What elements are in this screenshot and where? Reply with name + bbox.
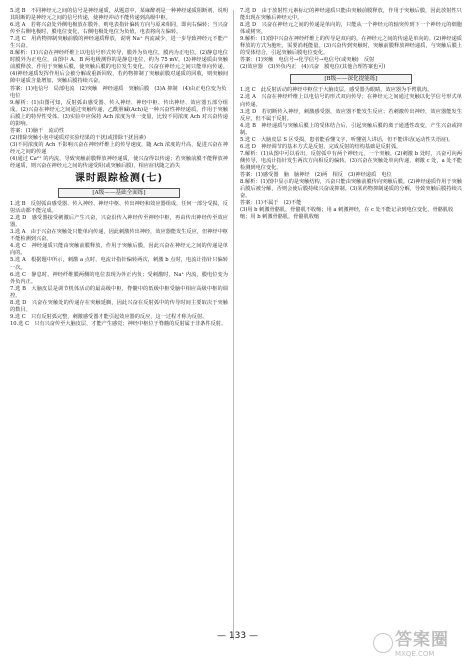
section-title: 课时跟踪检测(七) <box>74 173 164 185</box>
left-paragraph: 8.选 D 兴奋在突触处的传递存在突触延搁，因此兴奋在反射弧中的传导时间主要取决于突触的数目。 <box>10 299 228 313</box>
left-paragraph: 5.选 A 根据题中所示，刺激 a 点时，电流计指针偏转两次，刺激 b 点时，电流计指针只偏转一次。 <box>10 257 228 271</box>
column-divider <box>233 10 234 640</box>
left-paragraph: 9.选 C 只有反射弧完整，刺激感受器才能引起效应器的反应，这一过程才称为反射。 <box>10 313 208 320</box>
left-column <box>10 8 228 328</box>
left-paragraph: 7.选 C 用药物抑制突触前膜的神经递质释放，说明 Na⁺ 内流减少，进一步导致神经元不能产生兴奋。 <box>10 36 228 50</box>
left-paragraph: 6.选 C 静息时，神经纤维膜两侧的电位表现为外正内负；受刺激时，Na⁺ 内流，膜电位变为外负内正。 <box>10 271 228 285</box>
left-paragraph: 4.选 C 神经递质只能由突触前膜释放，作用于突触后膜，因此兴奋在神经元之间的传递是单向的。 <box>10 243 228 257</box>
left-paragraph: 2.选 D 感受器接受刺激后产生兴奋，兴奋沿传入神经传至神经中枢，再由传出神经传至效应器。 <box>10 215 228 229</box>
level-b-heading: [B级——深化提能练] <box>290 74 412 84</box>
right-paragraph: 9.解析：(1)图中兴奋在神经纤维上的传导是双向的，在神经元之间的传递是单向的。(2)神经递质释放的方式为胞吐，需要消耗能量。(3)兴奋传到突触时，突触前膜释放神经递质，与突触后膜上的受体结合，引起突触后膜电位变化。 <box>240 36 462 57</box>
left-paragraph: (3)不同浓度的 Ach 不影响兴奋在神经纤维上的传导速度，随 Ach 浓度的升高，促进兴奋在神经元之间的传递 <box>10 141 228 155</box>
right-answer: 答案：(1)不属于 (2)不能 <box>240 200 302 207</box>
right-paragraph: 3.选 D 若切断传入神经，刺激感受器，效应器不能发生反应；若刺激传出神经，效应器能发生反应，但不属于反射。 <box>240 108 462 122</box>
right-paragraph: 8.选 D 兴奋在神经元之间的传递是单向的，只能从一个神经元的轴突传到下一个神经元的细胞体或树突。 <box>240 22 462 36</box>
right-paragraph: 5.选 C 大脑皮层 S 区受损，患者能看懂文字，听懂别人讲话，但不能讲话(运动性失语症)。 <box>240 136 454 143</box>
left-paragraph: (4)通过 Ca²⁺ 的内流，导致突触前膜释放神经递质，使兴奋得以传递；若突触前膜不能释放神经递质，则兴奋在神经元之间的传递受阻(或突触后膜)，相应症状随之消失 <box>10 155 228 170</box>
right-paragraph: 2.选 A 兴奋在神经纤维上以电信号的形式双向传导；在神经元之间通过突触以化学信号形式单向传递。 <box>240 94 462 108</box>
level-a-heading: [A级——基础全面练] <box>58 188 180 198</box>
right-answer: 答案：(1)感受器 脑 脑神经 (2)两 相反 (3)神经递质 电位 <box>240 171 392 178</box>
watermark-badge-icon <box>373 633 393 653</box>
right-column <box>240 8 462 221</box>
right-answer: (3)用 b 刺激骨骼肌，骨骼肌不收缩；用 a 刺激神经，在 c 处不能记录到电位变化，骨骼肌收缩；用 b 刺激骨骼肌，骨骼肌收缩 <box>240 207 454 221</box>
right-paragraph: 6.选 D 神经调节的基本方式是反射，完成反射的结构基础是反射弧。 <box>240 143 402 150</box>
site-watermark <box>395 630 471 662</box>
left-paragraph: 6.选 A 若将兴奋处外侧电极放在膜外，则电表指针偏转方向与原来相同，即向右偏转；当兴奋传至右侧电极时，膜电位变化，右侧电极处电位为负值，电表将向左偏转。 <box>10 22 228 36</box>
right-answer: (2)效应器 (3)外负内正 (4)兴奋 膜电位(其他合理答案也可) <box>240 64 386 71</box>
right-paragraph: 7.选 D 由于放射性元素标记的神经递质只能由突触前膜释放，作用于突触后膜，因此放射性只能出现在突触后神经元中。 <box>240 8 462 22</box>
page-number: — 133 — <box>217 631 258 641</box>
left-answer: (2)排除突触小泡中递质对实验结果的干扰(或排除干扰因素) <box>10 134 146 141</box>
left-paragraph: 7.选 B 大脑皮层是调节机体活动的最高级中枢，脊髓中的低级中枢受脑中相应高级中枢的调控。 <box>10 285 228 299</box>
left-answer: 答案：(1)脑干 流动性 <box>10 127 65 134</box>
left-answer: 答案：(1)电信号 局部电流 (2)突触 神经递质 突触后膜 (3)A 抑制 (4)由正电位变为负电位 <box>10 85 227 99</box>
right-answer: 答案：(1)突触 电信号→化学信号→电信号(或突触) 反射 <box>240 57 375 64</box>
left-paragraph: 10.选 C 只有兴奋传至大脑皮层，才能产生感觉；神经中枢位于脊髓的反射属于非条件反射。 <box>10 320 227 327</box>
watermark-url: MXQE.COM <box>395 650 435 658</box>
right-paragraph: 8.解析：(1)图中显示的是突触结构，兴奋只能由突触前膜传向突触后膜。(2)神经递质作用于突触后膜后被分解，否则会使后膜持续兴奋或抑制。(3)某药物抑制递质的分解，导致突触后膜持续兴奋。 <box>240 179 462 200</box>
left-paragraph: 3.选 A 由于兴奋在突触处只能单向传递，因此刺激传出神经，效应器能发生反应，但神经中枢不能检测到兴奋。 <box>10 229 228 243</box>
left-paragraph: 1.选 B 反射弧由感受器、传入神经、神经中枢、传出神经和效应器组成，任何一部分受损，反射活动都不能完成。 <box>10 201 228 215</box>
watermark-text: 答案圈 <box>395 630 449 650</box>
right-paragraph: 4.选 B 神经递质与突触后膜上的受体结合后，引起突触后膜的离子通透性改变，产生兴奋或抑制。 <box>240 122 462 136</box>
left-paragraph: 5.选 B 不同神经元之间的信号是神经递质，从题意中，某麻醉剂是一种神经递质阻断剂，说明其阻断的是神经元之间的信号传递，使神经冲动不能传递到高级中枢。 <box>10 8 228 22</box>
right-paragraph: 7.解析：(1)从图中可以看出，反射弧中有两个神经元，一个突触。(2)刺激 b 处时，兴奋可向两侧传导，电流计指针发生两次方向相反的偏转。(3)兴奋在突触处单向传递，刺激 c 处，a 处不能检测到电位变化。 <box>240 150 462 171</box>
left-paragraph: 9.解析：(1)由图可知，反射弧由感受器、传入神经、神经中枢、传出神经、效应器五部分组成。(2)兴奋在神经元之间通过突触传递，乙酰胆碱(Ach)是一种兴奋性神经递质，作用于突触后膜上的特异性受体。(3)实验中应保持 Ach 浓度为单一变量，比较不同浓度 Ach 对兴奋传递的影响。 <box>10 99 228 127</box>
left-paragraph: 8.解析：(1)兴奋在神经纤维上以电信号形式传导，膜外为负电位，膜内为正电位。(2)静息电位时膜外为正电位，由图中 A、B 两电极测得的是静息电位，约为 75 mV。(3)神经递质由突触前膜释放，作用于突触后膜，使突触后膜的电位发生变化，兴奋在神经元之间只能单向传递。(4)神经递质发挥作用后会被分解或重新回收，若药物抑制了突触前膜对递质的回收，则突触间隙中递质含量增加，突触后膜持续兴奋。 <box>10 50 228 85</box>
right-paragraph: 1.选 C 此反射活动的神经中枢位于大脑皮层，感受器为眼睛，效应器为手臂肌肉。 <box>240 87 433 94</box>
